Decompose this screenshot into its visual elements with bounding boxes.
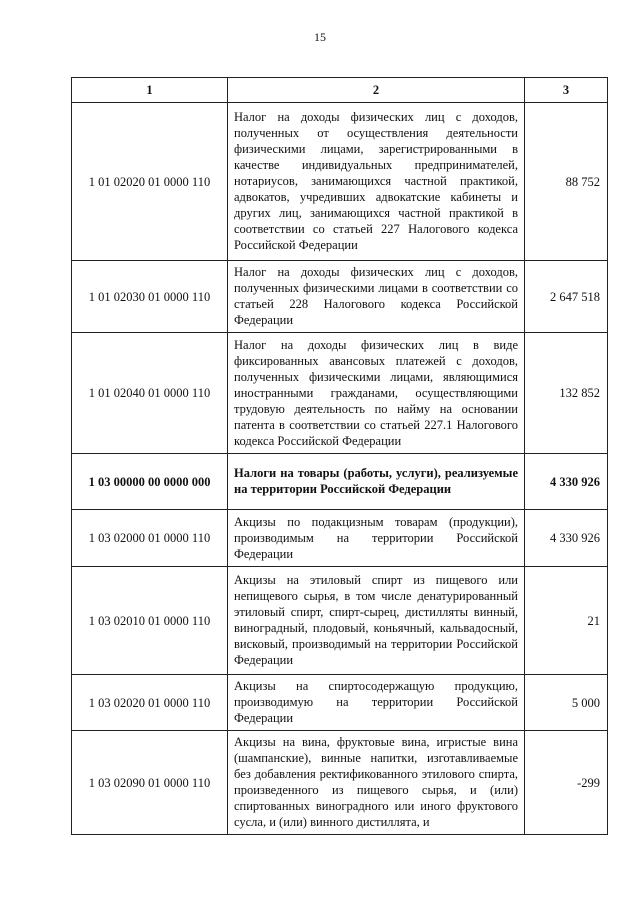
revenue-amount: 5 000 — [525, 675, 608, 731]
page-number: 15 — [314, 30, 326, 44]
table-row — [72, 454, 608, 510]
revenue-amount: 21 — [525, 567, 608, 675]
table-row — [72, 731, 608, 835]
table-row — [72, 333, 608, 454]
budget-code: 1 01 02020 01 0000 110 — [72, 103, 228, 261]
budget-code: 1 01 02030 01 0000 110 — [72, 261, 228, 333]
table-row — [72, 510, 608, 567]
revenue-amount: 2 647 518 — [525, 261, 608, 333]
revenue-name: Налог на доходы физических лиц с доходов, полученных от осуществления деятельности физическими лицами, зарегистрированными в качестве индивидуальных предпринимателей, нотариусов, занимающихся частной практикой, адвокатов, учредивших адвокатские кабинеты и других лиц, занимающихся частной практикой в соответствии со статьей 227 Налогового кодекса Российской Федерации — [228, 103, 525, 261]
column-header-code: 1 — [72, 78, 228, 103]
revenue-amount: -299 — [525, 731, 608, 835]
revenue-name: Налоги на товары (работы, услуги), реализуемые на территории Российской Федерации — [228, 454, 525, 510]
budget-code: 1 03 02010 01 0000 110 — [72, 567, 228, 675]
revenue-name: Акцизы на этиловый спирт из пищевого или непищевого сырья, в том числе денатурированный этиловый спирт, спирт-сырец, дистилляты винный, виноградный, плодовый, коньячный, кальвадосный, висковый, производимый на территории Российской Федерации — [228, 567, 525, 675]
revenue-name: Акцизы на вина, фруктовые вина, игристые вина (шампанские), винные напитки, изготавливаемые без добавления ректификованного этилового спирта, произведенного из пищевого сырья, и (или) спиртованных виноградного или иного фруктового сусла, и (или) винного дистиллята, и — [228, 731, 525, 835]
revenue-amount: 88 752 — [525, 103, 608, 261]
budget-code: 1 03 02090 01 0000 110 — [72, 731, 228, 835]
budget-code: 1 03 02000 01 0000 110 — [72, 510, 228, 567]
revenue-name: Акцизы на спиртосодержащую продукцию, производимую на территории Российской Федерации — [228, 675, 525, 731]
budget-code: 1 03 02020 01 0000 110 — [72, 675, 228, 731]
revenue-amount: 132 852 — [525, 333, 608, 454]
budget-code: 1 03 00000 00 0000 000 — [72, 454, 228, 510]
table-row — [72, 567, 608, 675]
table-row — [72, 103, 608, 261]
budget-code: 1 01 02040 01 0000 110 — [72, 333, 228, 454]
revenue-name: Налог на доходы физических лиц в виде фиксированных авансовых платежей с доходов, полученных физическими лицами, являющимися иностранными гражданами, осуществляющими трудовую деятельность по найму на основании патента в соответствии со статьей 227.1 Налогового кодекса Российской Федерации — [228, 333, 525, 454]
revenue-name: Акцизы по подакцизным товарам (продукции), производимым на территории Российской Федерации — [228, 510, 525, 567]
table-header-row — [72, 78, 608, 103]
revenue-amount: 4 330 926 — [525, 454, 608, 510]
revenue-amount: 4 330 926 — [525, 510, 608, 567]
table-row — [72, 675, 608, 731]
column-header-name: 2 — [228, 78, 525, 103]
column-header-amount: 3 — [525, 78, 608, 103]
revenue-name: Налог на доходы физических лиц с доходов, полученных физическими лицами в соответствии со статьей 228 Налогового кодекса Российской Федерации — [228, 261, 525, 333]
table-row — [72, 261, 608, 333]
revenue-table — [71, 77, 608, 835]
